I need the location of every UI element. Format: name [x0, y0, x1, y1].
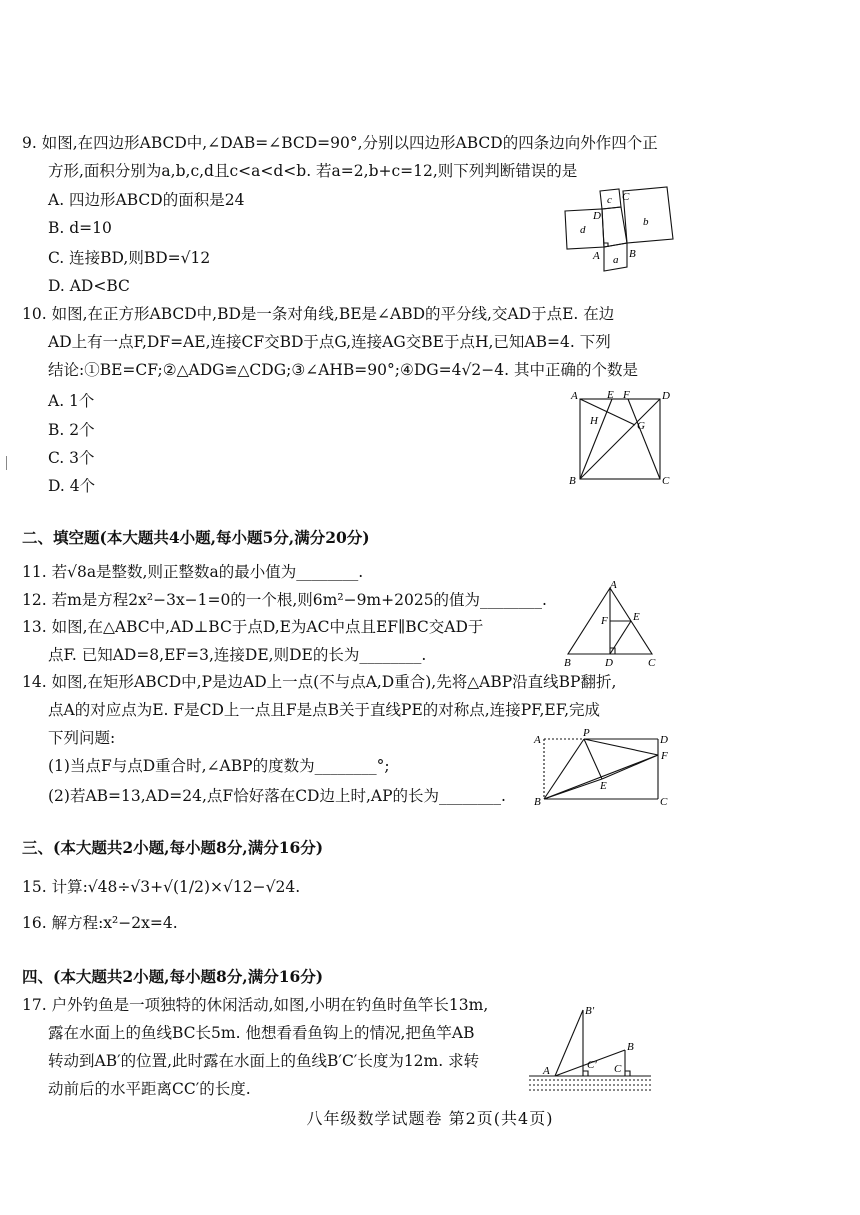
q9-line2: 方形,面积分别为a,b,c,d且c<a<d<b. 若a=2,b+c=12,则下列判断错误的是 — [48, 162, 578, 180]
q9-label-d: d — [580, 224, 586, 236]
q17-line3: 转动到AB′的位置,此时露在水面上的鱼线B′C′长度为12m. 求转 — [48, 1052, 480, 1070]
q9-label-a: a — [613, 254, 619, 266]
scan-artifact — [6, 456, 7, 470]
q14-label-D: D — [660, 734, 668, 746]
q14-line2: 点A的对应点为E. F是CD上一点且F是点B关于直线PE的对称点,连接PF,EF,完成 — [48, 701, 601, 719]
q9-line1: 9. 如图,在四边形ABCD中,∠DAB=∠BCD=90°,分别以四边形ABCD的四条边向外作四个正 — [22, 134, 658, 152]
q10-line1: 10. 如图,在正方形ABCD中,BD是一条对角线,BE是∠ABD的平分线,交AD于点E. 在边 — [22, 305, 615, 323]
q9-label-C: C — [622, 191, 630, 203]
q12: 12. 若m是方程2x²−3x−1=0的一个根,则6m²−9m+2025的值为________. — [22, 591, 547, 609]
q17-figure — [525, 1000, 655, 1095]
q10-label-G: G — [637, 420, 645, 432]
q11: 11. 若√8a是整数,则正整数a的最小值为________. — [22, 563, 364, 581]
q10-label-D: D — [662, 390, 670, 402]
q13-label-F: F — [601, 615, 608, 627]
q17-line4: 动前后的水平距离CC′的长度. — [48, 1080, 251, 1098]
q9-label-B: B — [629, 248, 636, 260]
q13-label-C: C — [648, 657, 656, 669]
section3-heading: 三、(本大题共2小题,每小题8分,满分16分) — [22, 838, 324, 857]
q14-label-A: A — [534, 734, 541, 746]
q13-label-B: B — [564, 657, 571, 669]
q9-option-c: C. 连接BD,则BD=√12 — [48, 249, 211, 267]
q10-label-H: H — [590, 415, 598, 427]
q14-label-F: F — [661, 750, 668, 762]
q9-option-b: B. d=10 — [48, 219, 112, 237]
q17-label-C: C — [614, 1063, 622, 1075]
q9-label-b: b — [643, 216, 649, 228]
section4-heading: 四、(本大题共2小题,每小题8分,满分16分) — [22, 967, 324, 986]
q17-label-B: B — [627, 1041, 634, 1053]
q10-label-A: A — [571, 390, 578, 402]
q10-line3: 结论:①BE=CF;②△ADG≌△CDG;③∠AHB=90°;④DG=4√2−4. 其中正确的个数是 — [48, 361, 638, 379]
q14-label-E: E — [600, 780, 607, 792]
q10-line2: AD上有一点F,DF=AE,连接CF交BD于点G,连接AG交BE于点H,已知AB=4. 下列 — [48, 333, 611, 351]
q14-label-C: C — [660, 796, 668, 808]
q14-sub1: (1)当点F与点D重合时,∠ABP的度数为________°; — [48, 757, 390, 775]
q10-figure — [565, 389, 675, 489]
q14-label-B: B — [534, 796, 541, 808]
q10-option-b: B. 2个 — [48, 421, 95, 439]
q10-label-C: C — [662, 475, 670, 487]
q9-label-c: c — [607, 194, 612, 206]
q9-label-D: D — [593, 210, 601, 222]
q17-label-A: A — [543, 1065, 550, 1077]
q10-label-E: E — [607, 389, 614, 401]
q9-option-d: D. AD<BC — [48, 277, 130, 295]
q13-label-E: E — [633, 611, 640, 623]
q14-label-P: P — [583, 727, 590, 739]
q14-figure — [528, 727, 678, 809]
q14-line3: 下列问题: — [48, 729, 116, 747]
page-footer: 八年级数学试题卷 第2页(共4页) — [306, 1109, 554, 1128]
q14-sub2: (2)若AB=13,AD=24,点F恰好落在CD边上时,AP的长为________. — [48, 787, 506, 805]
q13-label-A: A — [610, 580, 617, 591]
q14-line1: 14. 如图,在矩形ABCD中,P是边AD上一点(不与点A,D重合),先将△ABP沿直线BP翻折, — [22, 673, 617, 691]
q15: 15. 计算:√48÷√3+√(1/2)×√12−√24. — [22, 878, 301, 896]
q17-line1: 17. 户外钓鱼是一项独特的休闲活动,如图,小明在钓鱼时鱼竿长13m, — [22, 996, 489, 1014]
q10-option-a: A. 1个 — [48, 392, 95, 410]
section2-heading: 二、填空题(本大题共4小题,每小题5分,满分20分) — [22, 528, 370, 547]
q9-figure — [555, 183, 730, 278]
q10-label-B: B — [569, 475, 576, 487]
q13-line2: 点F. 已知AD=8,EF=3,连接DE,则DE的长为________. — [48, 646, 427, 664]
q13-line1: 13. 如图,在△ABC中,AD⊥BC于点D,E为AC中点且EF∥BC交AD于 — [22, 618, 484, 636]
q10-label-F: F — [623, 389, 630, 401]
q10-option-d: D. 4个 — [48, 477, 96, 495]
q13-label-D: D — [605, 657, 613, 669]
q9-option-a: A. 四边形ABCD的面积是24 — [48, 191, 245, 209]
q10-option-c: C. 3个 — [48, 449, 95, 467]
q13-figure — [560, 580, 665, 670]
q17-label-C-prime: C′ — [587, 1059, 597, 1071]
q16: 16. 解方程:x²−2x=4. — [22, 914, 178, 932]
q17-label-B-prime: B′ — [585, 1005, 595, 1017]
q9-label-A: A — [593, 250, 600, 262]
q17-line2: 露在水面上的鱼线BC长5m. 他想看看鱼钩上的情况,把鱼竿AB — [48, 1024, 475, 1042]
